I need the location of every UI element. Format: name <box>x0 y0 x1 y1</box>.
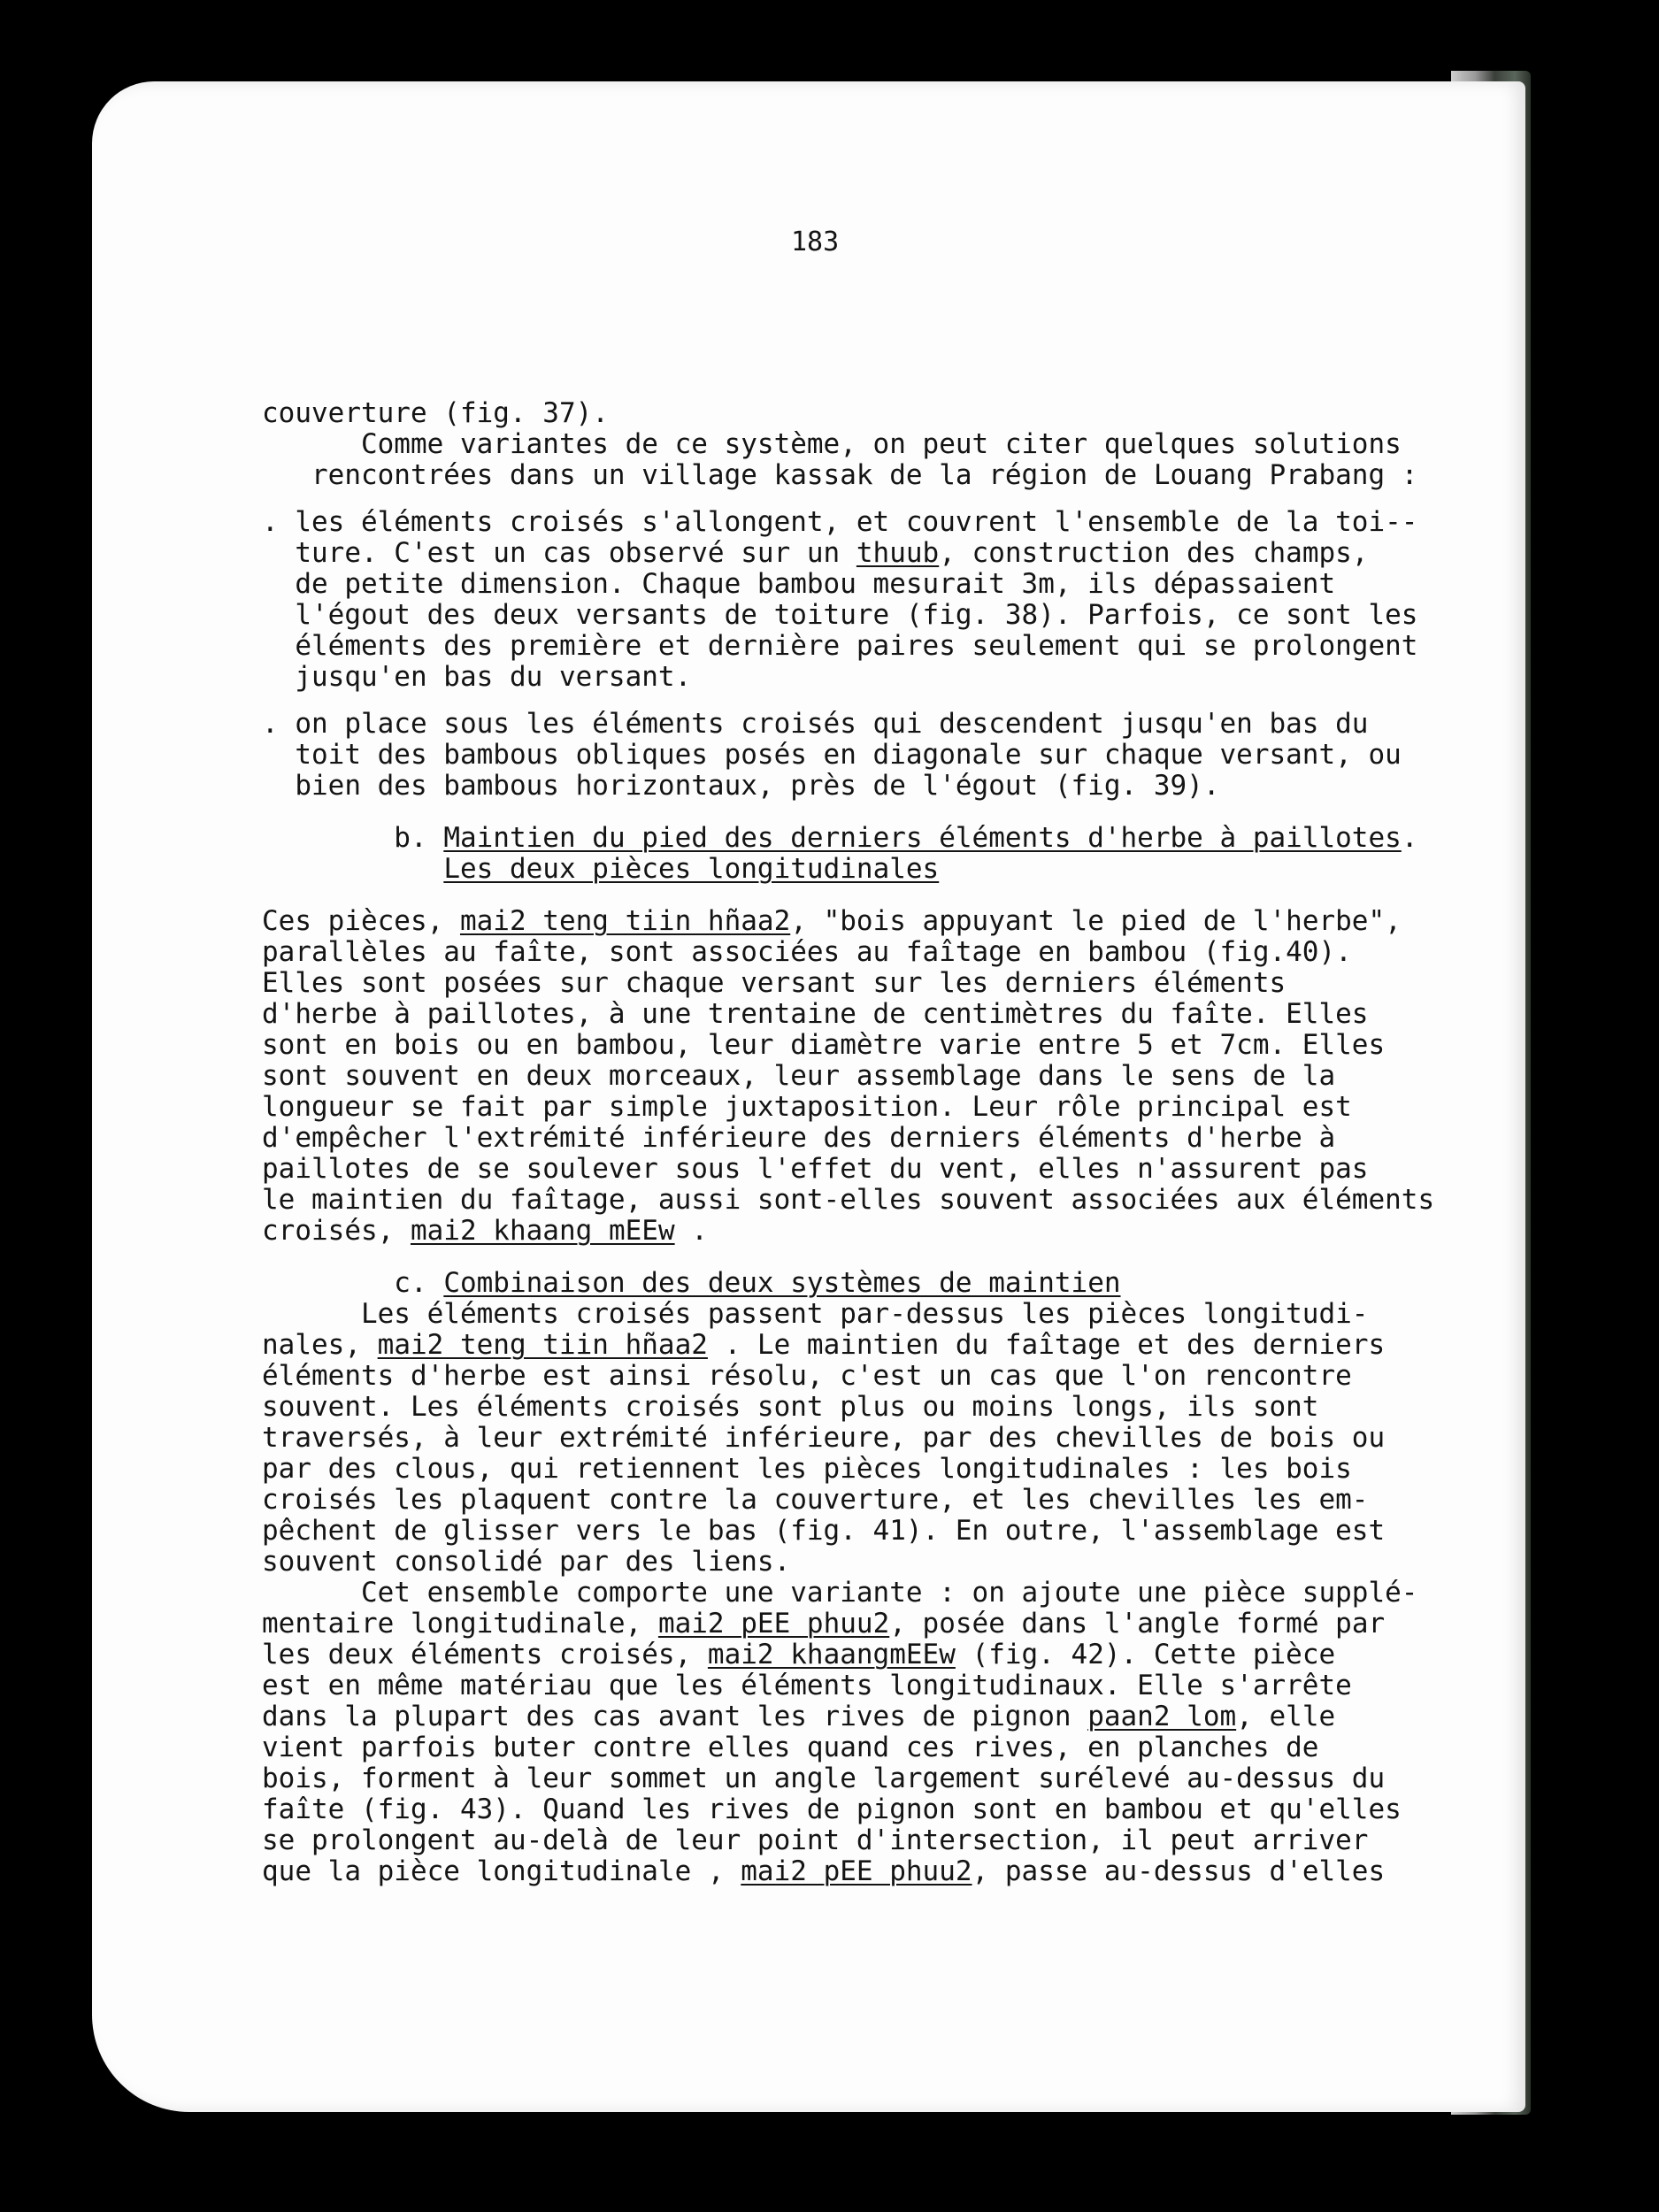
text-line <box>262 1268 1518 1299</box>
underlined-term: Combinaison des deux systèmes de maintien <box>443 1267 1121 1299</box>
text-line: par des clous, qui retiennent les pièces longitudinales : les bois <box>262 1453 1352 1485</box>
text-segment: que la pièce longitudinale , <box>262 1855 741 1887</box>
page-body-text <box>262 398 1518 1887</box>
text-segment: Ces pièces, <box>262 905 460 937</box>
text-segment: . <box>674 1215 708 1247</box>
text-segment: dans la plupart des cas avant les rives de pignon <box>262 1701 1088 1732</box>
text-line: se prolongent au-delà de leur point d'intersection, il peut arriver <box>262 1824 1369 1856</box>
text-segment: . <box>1401 822 1418 854</box>
underlined-term: Maintien du pied des derniers éléments d'herbe à paillotes <box>443 822 1402 854</box>
text-line: de petite dimension. Chaque bambou mesurait 3m, ils dépassaient <box>262 568 1336 600</box>
underlined-term: mai2 pEE phuu2 <box>657 1608 890 1640</box>
underlined-term: mai2 teng tiin hñaa2 <box>459 905 791 937</box>
text-line <box>262 1701 1518 1732</box>
text-segment: croisés, <box>262 1215 411 1247</box>
text-line: l'égout des deux versants de toiture (fig. 38). Parfois, ce sont les <box>262 599 1418 631</box>
text-line: sont en bois ou en bambou, leur diamètre varie entre 5 et 7cm. Elles <box>262 1029 1386 1061</box>
text-line <box>262 1609 1518 1640</box>
paragraph-gap <box>262 693 1518 709</box>
underlined-term: mai2 khaangmEEw <box>707 1639 956 1671</box>
text-line: croisés les plaquent contre la couverture, et les chevilles les em- <box>262 1484 1369 1516</box>
text-line: toit des bambous obliques posés en diagonale sur chaque versant, ou <box>262 739 1402 771</box>
text-line: faîte (fig. 43). Quand les rives de pignon sont en bambou et qu'elles <box>262 1793 1402 1825</box>
paragraph-gap <box>262 1247 1518 1268</box>
text-line: . on place sous les éléments croisés qui descendent jusqu'en bas du <box>262 708 1369 740</box>
text-line: souvent consolidé par des liens. <box>262 1546 791 1578</box>
text-line: Comme variantes de ce système, on peut citer quelques solutions <box>262 428 1402 460</box>
text-segment: , "bois appuyant le pied de l'herbe", <box>790 905 1402 937</box>
text-line: éléments d'herbe est ainsi résolu, c'est un cas que l'on rencontre <box>262 1360 1352 1392</box>
text-line: vient parfois buter contre elles quand ces rives, en planches de <box>262 1732 1319 1763</box>
text-line: paillotes de se soulever sous l'effet du vent, elles n'assurent pas <box>262 1153 1369 1185</box>
text-line: souvent. Les éléments croisés sont plus ou moins longs, ils sont <box>262 1391 1319 1423</box>
underlined-term: mai2 pEE phuu2 <box>741 1855 972 1887</box>
paragraph-gap <box>262 802 1518 823</box>
text-segment: (fig. 42). Cette pièce <box>955 1639 1336 1671</box>
text-line <box>262 538 1518 569</box>
text-line <box>262 906 1518 937</box>
text-line: couverture (fig. 37). <box>262 397 609 429</box>
text-segment: b. <box>262 822 444 854</box>
text-line <box>262 1216 1518 1247</box>
paragraph-gap <box>262 491 1518 507</box>
underlined-term: paan2 lom <box>1087 1701 1237 1732</box>
text-line: Cet ensemble comporte une variante : on ajoute une pièce supplé- <box>262 1577 1418 1609</box>
text-line: d'herbe à paillotes, à une trentaine de centimètres du faîte. Elles <box>262 998 1369 1030</box>
text-segment: , passe au-dessus d'elles <box>972 1855 1386 1887</box>
text-segment: les deux éléments croisés, <box>262 1639 708 1671</box>
underlined-term: mai2 teng tiin hñaa2 <box>377 1329 708 1361</box>
text-segment: , elle <box>1236 1701 1336 1732</box>
text-segment: nales, <box>262 1329 378 1361</box>
text-line: est en même matériau que les éléments longitudinaux. Elle s'arrête <box>262 1670 1352 1701</box>
text-line: bien des bambous horizontaux, près de l'égout (fig. 39). <box>262 770 1220 802</box>
text-segment <box>262 853 443 885</box>
text-line: parallèles au faîte, sont associées au faîtage en bambou (fig.40). <box>262 936 1352 968</box>
paragraph-gap <box>262 885 1518 906</box>
text-line: pêchent de glisser vers le bas (fig. 41). En outre, l'assemblage est <box>262 1515 1386 1547</box>
underlined-term: Les deux pièces longitudinales <box>443 853 940 885</box>
text-segment: , construction des champs, <box>939 537 1369 569</box>
page-number: 183 <box>791 227 840 257</box>
text-line: bois, forment à leur sommet un angle largement surélevé au-dessus du <box>262 1763 1386 1794</box>
text-line <box>262 1856 1518 1887</box>
text-line: le maintien du faîtage, aussi sont-elles souvent associées aux éléments <box>262 1184 1435 1216</box>
text-line <box>262 823 1518 854</box>
text-line: éléments des première et dernière paires seulement qui se prolongent <box>262 630 1418 662</box>
text-line <box>262 1330 1518 1361</box>
text-line: jusqu'en bas du versant. <box>262 661 692 693</box>
text-segment: . Le maintien du faîtage et des derniers <box>707 1329 1386 1361</box>
text-segment: mentaire longitudinale, <box>262 1608 658 1640</box>
text-line: sont souvent en deux morceaux, leur assemblage dans le sens de la <box>262 1060 1336 1092</box>
text-line: d'empêcher l'extrémité inférieure des derniers éléments d'herbe à <box>262 1122 1336 1154</box>
text-line: rencontrées dans un village kassak de la région de Louang Prabang : <box>262 459 1418 491</box>
text-segment: , posée dans l'angle formé par <box>889 1608 1386 1640</box>
text-line: . les éléments croisés s'allongent, et couvrent l'ensemble de la toi-- <box>262 506 1418 538</box>
text-segment: ture. C'est un cas observé sur un <box>262 537 856 569</box>
book-page <box>92 81 1525 2112</box>
text-line: Les éléments croisés passent par-dessus les pièces longitudi- <box>262 1298 1369 1330</box>
underlined-term: mai2 khaang mEEw <box>410 1215 675 1247</box>
text-line: longueur se fait par simple juxtaposition. Leur rôle principal est <box>262 1091 1352 1123</box>
text-line: Elles sont posées sur chaque versant sur les derniers éléments <box>262 967 1286 999</box>
text-line <box>262 1640 1518 1671</box>
text-line: traversés, à leur extrémité inférieure, par des chevilles de bois ou <box>262 1422 1386 1454</box>
text-segment: c. <box>262 1267 444 1299</box>
text-line <box>262 854 1518 885</box>
underlined-term: thuub <box>856 537 940 569</box>
